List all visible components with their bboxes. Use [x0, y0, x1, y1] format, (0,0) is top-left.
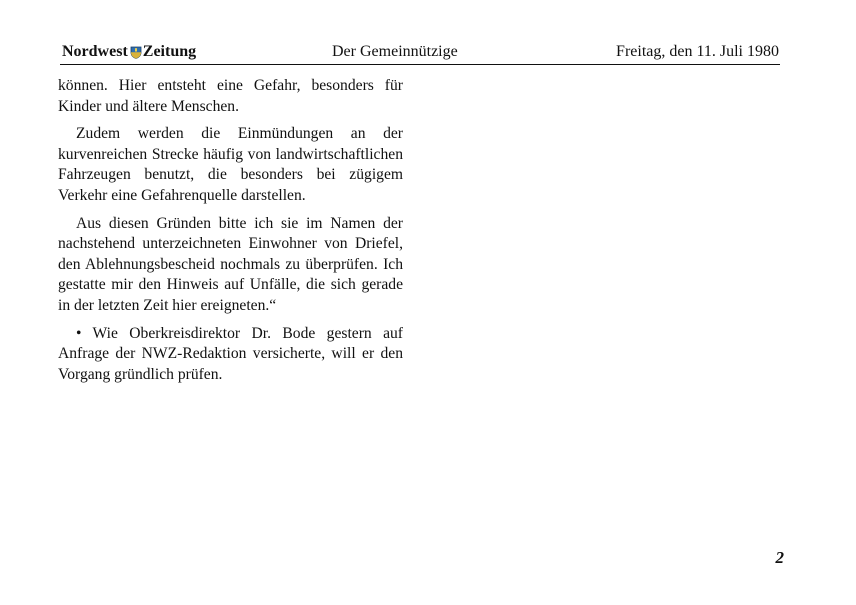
- article-paragraph: Aus diesen Gründen bitte ich sie im Namen der nachstehend unterzeichneten Einwohner von Driefel, den Ablehnungsbescheid nochmals zu überprüfen. Ich gestatte mir den Hinweis auf Unfälle, die sich gerade in der letzten Zeit hier ereigneten.“: [58, 214, 403, 314]
- logo-text-nordwest: Nordwest: [62, 43, 128, 60]
- issue-date: Freitag, den 11. Juli 1980: [616, 43, 779, 60]
- logo-text-zeitung: Zeitung: [142, 43, 197, 60]
- page-number: 2: [775, 548, 784, 567]
- newspaper-logo: [62, 43, 196, 61]
- section-title: Der Gemeinnützige: [332, 43, 458, 60]
- article-paragraph: • Wie Oberkreisdirektor Dr. Bode gestern auf Anfrage der NWZ-Redaktion versicherte, will er den Vorgang gründlich prüfen.: [58, 324, 403, 383]
- masthead: [60, 42, 780, 65]
- article-paragraph: können. Hier entsteht eine Gefahr, besonders für Kinder und ältere Menschen.: [58, 77, 403, 115]
- coat-of-arms-icon: [130, 46, 142, 59]
- article-paragraph: Zudem werden die Einmündungen an der kurvenreichen Strecke häufig von landwirtschaftlichen Fahrzeugen benutzt, die besonders bei zügigem Verkehr eine Gefahrenquelle darstellen.: [58, 125, 403, 204]
- article-body: [58, 76, 403, 392]
